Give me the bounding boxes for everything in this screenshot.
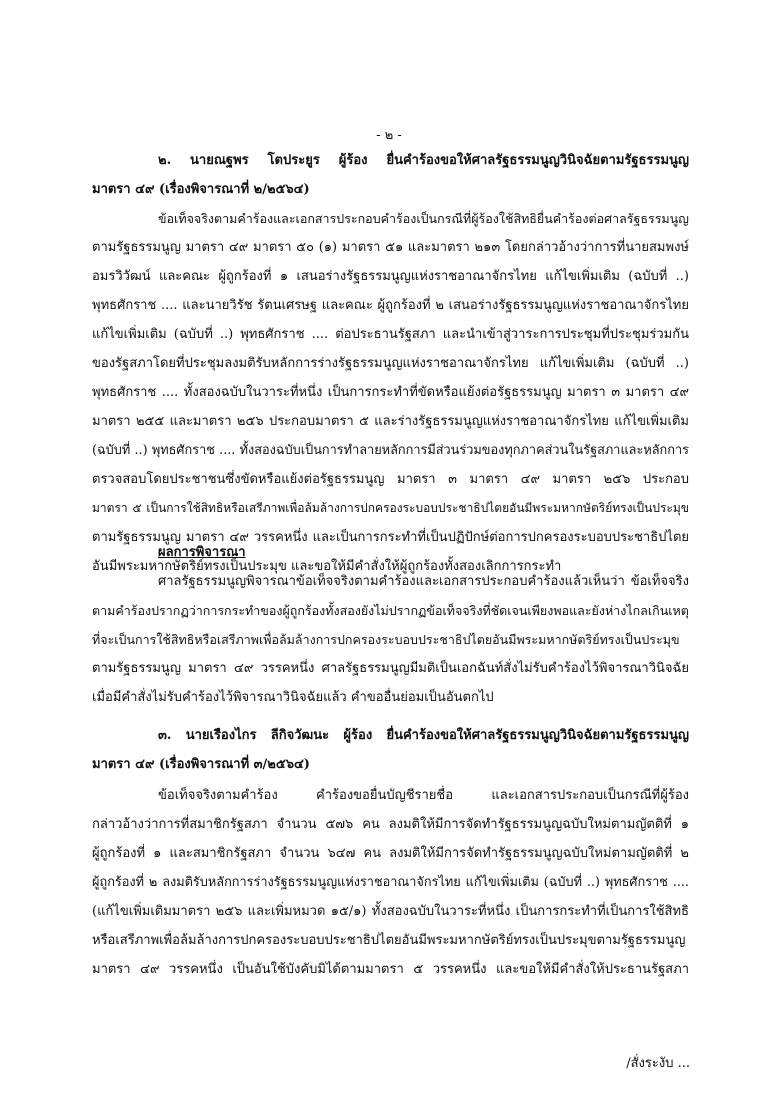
paragraph-line: ศาลรัฐธรรมนูญพิจารณาข้อเท็จจริงตามคำร้องและเอกสารประกอบคำร้องแล้วเห็นว่า ข้อเท็จจริง xyxy=(158,574,689,589)
continuation-marker: /สั่งระงับ ... xyxy=(626,1056,690,1071)
paragraph-line: มาตรา ๔๙ วรรคหนึ่ง เป็นอันใช้บังคับมิได้ตามมาตรา ๕ วรรคหนึ่ง และขอให้มีคำสั่งให้ประธานรัฐสภา xyxy=(92,962,689,977)
paragraph-line: เมื่อมีคำสั่งไม่รับคำร้องไว้พิจารณาวินิจฉัยแล้ว คำขออื่นย่อมเป็นอันตกไป xyxy=(92,690,494,705)
page-number: - ๒ - xyxy=(376,128,402,143)
paragraph-line: มาตรา ๒๕๕ และมาตรา ๒๕๖ ประกอบมาตรา ๕ และร่างรัฐธรรมนูญแห่งราชอาณาจักรไทย แก้ไขเพิ่มเติม xyxy=(92,414,689,429)
paragraph-line: แก้ไขเพิ่มเติม (ฉบับที่ ..) พุทธศักราช .... ต่อประธานรัฐสภา และนำเข้าสู่วาระการประชุมที่ประชุมร่วมกัน xyxy=(92,327,689,342)
paragraph-line: หรือเสรีภาพเพื่อล้มล้างการปกครองระบอบประชาธิปไตยอันมีพระมหากษัตริย์ทรงเป็นประมุขตามรัฐธรรมนูญ xyxy=(92,933,686,948)
paragraph-line: ข้อเท็จจริงตามคำร้อง คำร้องขอยื่นบัญชีรายชื่อ และเอกสารประกอบเป็นกรณีที่ผู้ร้อง xyxy=(158,788,689,803)
paragraph-line: (ฉบับที่ ..) พุทธศักราช .... ทั้งสองฉบับเป็นการทำลายหลักการมีส่วนร่วมของทุกภาคส่วนในรัฐสภาและหลักการ xyxy=(92,443,689,458)
paragraph-line: ตรวจสอบโดยประชาชนซึ่งขัดหรือแย้งต่อรัฐธรรมนูญ มาตรา ๓ มาตรา ๔๙ มาตรา ๒๕๖ ประกอบ xyxy=(92,472,689,487)
paragraph-line: พุทธศักราช .... และนายวิรัช รัตนเศรษฐ และคณะ ผู้ถูกร้องที่ ๒ เสนอร่างรัฐธรรมนูญแห่งราชอาณาจักรไทย xyxy=(92,298,689,313)
paragraph-line: ของรัฐสภาโดยที่ประชุมลงมติรับหลักการร่างรัฐธรรมนูญแห่งราชอาณาจักรไทย แก้ไขเพิ่มเติม (ฉบับที่ ..) xyxy=(92,356,689,371)
paragraph-line: ตามรัฐธรรมนูญ มาตรา ๔๙ วรรคหนึ่ง และเป็นการกระทำที่เป็นปฏิปักษ์ต่อการปกครองระบอบประชาธิปไตย xyxy=(92,530,689,545)
paragraph-line: ผู้ถูกร้องที่ ๑ และสมาชิกรัฐสภา จำนวน ๖๔๗ คน ลงมติให้มีการจัดทำรัฐธรรมนูญฉบับใหม่ตามญัตติที่ ๒ xyxy=(92,846,689,861)
paragraph-line: ตามรัฐธรรมนูญ มาตรา ๔๙ มาตรา ๕๐ (๑) มาตรา ๕๑ และมาตรา ๒๑๓ โดยกล่าวอ้างว่าการที่นายสมพงษ์ xyxy=(92,240,689,255)
paragraph-line: อันมีพระมหากษัตริย์ทรงเป็นประมุข และขอให้มีคำสั่งให้ผู้ถูกร้องทั้งสองเลิกการกระทำ xyxy=(92,559,562,574)
result-heading: ผลการพิจารณา xyxy=(158,545,246,560)
paragraph-line: อมรวิวัฒน์ และคณะ ผู้ถูกร้องที่ ๑ เสนอร่างรัฐธรรมนูญแห่งราชอาณาจักรไทย แก้ไขเพิ่มเติม (ฉบับที่ ..) xyxy=(92,269,689,284)
section2-title-line: ๒. นายณฐพร โตประยูร ผู้ร้อง ยื่นคำร้องขอให้ศาลรัฐธรรมนูญวินิจฉัยตามรัฐธรรมนูญ xyxy=(158,153,689,168)
paragraph-line: ข้อเท็จจริงตามคำร้องและเอกสารประกอบคำร้องเป็นกรณีที่ผู้ร้องใช้สิทธิยื่นคำร้องต่อศาลรัฐธรรมนูญ xyxy=(158,211,689,226)
paragraph-line: ที่จะเป็นการใช้สิทธิหรือเสรีภาพเพื่อล้มล้างการปกครองระบอบประชาธิปไตยอันมีพระมหากษัตริย์ทรงเป็นประมุข xyxy=(92,632,680,647)
result-heading-block xyxy=(92,538,689,567)
paragraph-line: พุทธศักราช .... ทั้งสองฉบับในวาระที่หนึ่ง เป็นการกระทำที่ขัดหรือแย้งต่อรัฐธรรมนูญ มาตรา ๓ มาตรา ๔๙ xyxy=(92,385,689,400)
section2-title xyxy=(92,146,689,204)
paragraph-line: ตามคำร้องปรากฏว่าการกระทำของผู้ถูกร้องทั้งสองยังไม่ปรากฏข้อเท็จจริงที่ชัดเจนเพียงพอและยังห่างไกลเกินเหตุ xyxy=(92,603,689,618)
section3-facts xyxy=(92,781,689,984)
paragraph-line: กล่าวอ้างว่าการที่สมาชิกรัฐสภา จำนวน ๕๗๖ คน ลงมติให้มีการจัดทำรัฐธรรมนูญฉบับใหม่ตามญัตติที่ ๑ xyxy=(92,817,689,832)
paragraph-line: ตามรัฐธรรมนูญ มาตรา ๔๙ วรรคหนึ่ง ศาลรัฐธรรมนูญมีมติเป็นเอกฉันท์สั่งไม่รับคำร้องไว้พิจารณาวินิจฉัย xyxy=(92,661,689,676)
paragraph-line: มาตรา ๕ เป็นการใช้สิทธิหรือเสรีภาพเพื่อล้มล้างการปกครองระบอบประชาธิปไตยอันมีพระมหากษัตริย์ทรงเป็นประมุข xyxy=(92,501,689,515)
paragraph-line: ผู้ถูกร้องที่ ๒ ลงมติรับหลักการร่างรัฐธรรมนูญแห่งราชอาณาจักรไทย แก้ไขเพิ่มเติม (ฉบับที่ ..) พุทธศักราช .... xyxy=(92,875,689,890)
paragraph-line: (แก้ไขเพิ่มเติมมาตรา ๒๕๖ และเพิ่มหมวด ๑๕/๑) ทั้งสองฉบับในวาระที่หนึ่ง เป็นการกระทำที่เป็นการใช้สิทธิ xyxy=(92,904,689,919)
section3-title-line: มาตรา ๔๙ (เรื่องพิจารณาที่ ๓/๒๕๖๔) xyxy=(92,757,310,772)
section3-title xyxy=(92,721,689,779)
section2-facts xyxy=(92,204,689,581)
section2-result xyxy=(92,567,689,712)
section3-title-line: ๓. นายเรืองไกร ลีกิจวัฒนะ ผู้ร้อง ยื่นคำร้องขอให้ศาลรัฐธรรมนูญวินิจฉัยตามรัฐธรรมนูญ xyxy=(158,728,689,743)
section2-title-line: มาตรา ๔๙ (เรื่องพิจารณาที่ ๒/๒๕๖๔) xyxy=(92,182,310,197)
